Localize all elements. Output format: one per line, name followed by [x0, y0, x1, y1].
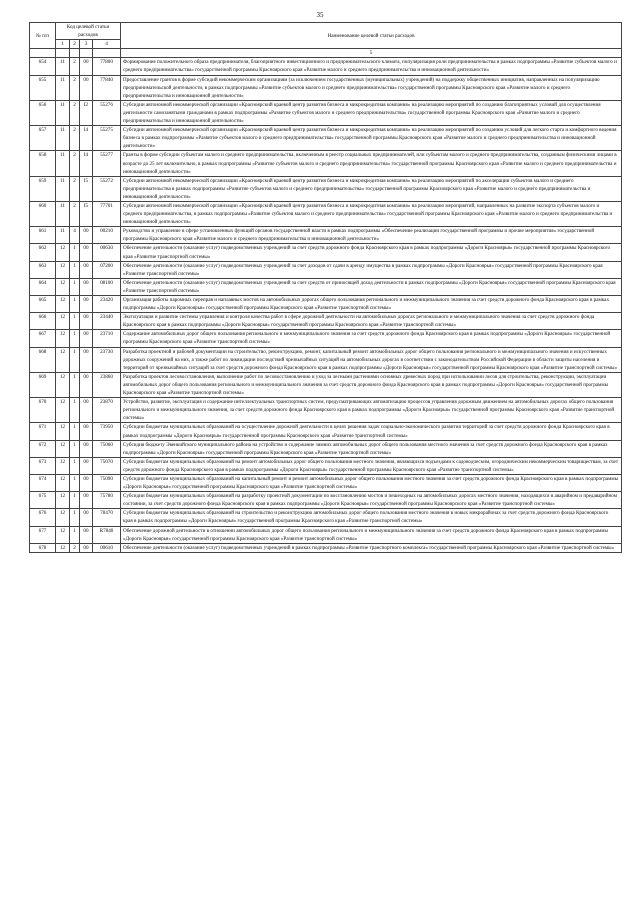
code-part-1: 12: [56, 372, 70, 397]
code-part-2: 1: [70, 244, 80, 261]
row-description: Гранты в форме субсидии субъектам малого и среднего предпринимательства, включенным в реестр социальных предпринимателей, или субъектам малого и среднего предпринимательства, созданным физическими лицами в возрасте до 25 лет включительно, в рамках подпрограммы «Развитие субъектов малого и среднего предпринимательства» государственной программы Красноярского края «Развитие малого и среднего предпринимательства и инновационной деятельности»: [121, 151, 622, 176]
code-part-3: 00: [80, 330, 93, 347]
code-part-2: 2: [70, 75, 80, 100]
row-description: Субсидии бюджетам муниципальных образований на разработку проектной документации по восстановлению мостов и пешеходных на автомобильных дорогах местного значения, находящихся в аварийном и предаварийном состоянии, за счет средств дорожного фонда Красноярского края в рамках подпрограммы «Дороги Красноярья» государственной программы Красноярского края «Развитие транспортной системы»: [121, 492, 622, 509]
row-number: 675: [30, 492, 56, 509]
row-description: Субсидия бюджету Эвенкийского муниципального района на устройство и содержание зимних автомобильных дорог общего пользования местного значения за счет средств дорожного фонда Красноярского края в рамках подпрограммы «Дороги Красноярья» государственной программы Красноярского края «Развитие транспортной системы»: [121, 440, 622, 457]
row-description: Организация работы паромных переправ и наплавных мостов на автомобильных дорогах общего пользования регионального и межмуниципального значения за счет средств дорожного фонда Красноярского края в рамках подпрограммы «Дороги Красноярья» государственной программы Красноярского края «Развитие транспортной системы»: [121, 296, 622, 313]
page-number: 35: [316, 11, 324, 19]
code-part-3: 00: [80, 398, 93, 423]
code-part-1: 12: [56, 313, 70, 330]
table-row: [30, 509, 622, 526]
code-part-2: 2: [70, 58, 80, 75]
row-number: 663: [30, 261, 56, 278]
code-part-2: 1: [70, 313, 80, 330]
col-num-3: 3: [80, 40, 93, 49]
code-part-2: 2: [70, 543, 80, 552]
code-part-4: 55277: [93, 151, 121, 176]
table-row: [30, 526, 622, 543]
code-part-3: 00: [80, 372, 93, 397]
code-part-2: 1: [70, 457, 80, 474]
table-row: [30, 313, 622, 330]
code-part-4: 75780: [93, 492, 121, 509]
table-row: [30, 201, 622, 226]
row-number: 657: [30, 126, 56, 151]
row-number: 667: [30, 330, 56, 347]
code-part-2: 1: [70, 278, 80, 295]
row-description: Разработка проектов лесовосстановления, выполнение работ по лесовосстановлению и уход за лесными растениями основных древесных пород при использовании лесов для строительства, реконструкции, эксплуатации автомобильных дорог общего пользования регионального и межмуниципального значения за счет средств дорожного фонда Красноярского края в рамках подпрограммы «Дороги Красноярья» государственной программы Красноярского края «Развитие транспортной системы»: [121, 372, 622, 397]
code-part-2: 1: [70, 330, 80, 347]
code-part-3: I5: [80, 176, 93, 201]
code-part-1: 11: [56, 176, 70, 201]
code-part-1: 12: [56, 457, 70, 474]
code-part-2: 1: [70, 296, 80, 313]
code-part-3: 00: [80, 440, 93, 457]
code-part-4: 75060: [93, 440, 121, 457]
code-part-4: 55272: [93, 176, 121, 201]
code-part-3: I4: [80, 126, 93, 151]
code-part-1: 11: [56, 126, 70, 151]
code-part-3: 00: [80, 58, 93, 75]
column-index-row: [30, 49, 622, 58]
code-part-4: 55275: [93, 126, 121, 151]
code-part-2: 2: [70, 126, 80, 151]
code-part-3: 00: [80, 278, 93, 295]
code-part-1: 11: [56, 201, 70, 226]
code-part-4: 75070: [93, 457, 121, 474]
row-description: Предоставление грантов в форме субсидий некоммерческим организациям (за исключением государственных (муниципальных) учреждений) на поддержку общественных инициатив, направленных на популяризацию предпринимательской деятельности, в рамках подпрограммы «Развитие субъектов малого и среднего предпринимательства» государственной программы Красноярского края «Развитие малого и среднего предпринимательства и инновационной деятельности»: [121, 75, 622, 100]
row-description: Субсидии бюджетам муниципальных образований на ремонт автомобильных дорог общего пользования местного значения, являющихся подъездами к садоводческим, огородническим некоммерческим товариществам, за счет средств дорожного фонда Красноярского края в рамках подпрограммы «Дороги Красноярья» государственной программы Красноярского края «Развитие транспортной системы»: [121, 457, 622, 474]
code-part-4: 23420: [93, 296, 121, 313]
table-row: [30, 296, 622, 313]
table-row: [30, 398, 622, 423]
row-number: 661: [30, 227, 56, 244]
code-part-4: 23710: [93, 330, 121, 347]
row-number: 655: [30, 75, 56, 100]
code-part-1: 12: [56, 278, 70, 295]
code-part-2: 1: [70, 423, 80, 440]
code-part-2: 1: [70, 261, 80, 278]
table-row: [30, 457, 622, 474]
code-part-2: 1: [70, 509, 80, 526]
code-part-4: 23440: [93, 313, 121, 330]
code-part-4: 78470: [93, 509, 121, 526]
code-part-4: 73950: [93, 423, 121, 440]
code-part-1: 12: [56, 296, 70, 313]
table-row: [30, 372, 622, 397]
code-part-1: 12: [56, 423, 70, 440]
table-row: [30, 244, 622, 261]
table-row: [30, 100, 622, 125]
row-description: Устройство, развитие, эксплуатация и содержание интеллектуальных транспортных систем, предусматривающих автоматизацию процессов управления дорожным движением на автомобильных дорогах общего пользования регионального и межмуниципального значения, за счет средств дорожного фонда Красноярского края в рамках подпрограммы «Дороги Красноярья» государственной программы Красноярского края «Развитие транспортной системы»: [121, 398, 622, 423]
code-part-3: 00: [80, 526, 93, 543]
col-num-2: 2: [70, 40, 80, 49]
row-description: Содержание автомобильных дорог общего пользования регионального и межмуниципального значения за счет средств дорожного фонда Красноярского края в рамках подпрограммы «Дороги Красноярья» государственной программы Красноярского края «Развитие транспортной системы»: [121, 330, 622, 347]
table-body: [30, 58, 622, 552]
code-column-header: Код целевой статьи расходов: [56, 23, 121, 40]
code-part-2: 2: [70, 176, 80, 201]
code-part-1: 12: [56, 492, 70, 509]
code-part-1: 12: [56, 244, 70, 261]
code-part-3: I2: [80, 100, 93, 125]
code-part-3: 00: [80, 457, 93, 474]
row-number: 662: [30, 244, 56, 261]
row-number: 673: [30, 457, 56, 474]
table-row: [30, 492, 622, 509]
budget-codes-table: [29, 22, 622, 553]
row-description: Обеспечение деятельности (оказание услуг) подведомственных учреждений в рамках подпрограммы «Развитие транспортного комплекса» государственной программы Красноярского края «Развитие транспортной системы»: [121, 543, 622, 552]
row-description: Субсидии автономной некоммерческой организации «Красноярский краевой центр развития бизнеса и микрокредитная компания» на реализацию мероприятий по акселерации субъектов малого и среднего предпринимательства в рамках подпрограммы «Развитие субъектов малого и среднего предпринимательства» государственной программы Красноярского края «Развитие малого и среднего предпринимательства и инновационной деятельности»: [121, 176, 622, 201]
table-row: [30, 176, 622, 201]
code-part-4: 00610: [93, 543, 121, 552]
code-part-1: 11: [56, 100, 70, 125]
row-description: Эксплуатация и развитие системы управления и контроля качества работ в сфере дорожной деятельности на автомобильных дорогах регионального и межмуниципального значения за счет средств дорожного фонда Красноярского края в рамках подпрограммы «Дороги Красноярья» государственной программы Красноярского края «Развитие транспортной системы»: [121, 313, 622, 330]
row-description: Обеспечение деятельности (оказание услуг) подведомственных учреждений за счет средств дорожного фонда Красноярского края в рамках подпрограммы «Дороги Красноярья» государственной программы Красноярского края «Развитие транспортной системы»: [121, 244, 622, 261]
table-row: [30, 347, 622, 372]
row-number: 672: [30, 440, 56, 457]
code-part-1: 11: [56, 227, 70, 244]
code-part-1: 12: [56, 543, 70, 552]
row-number: 676: [30, 509, 56, 526]
code-part-1: 12: [56, 330, 70, 347]
code-part-4: 08100: [93, 278, 121, 295]
table-row: [30, 151, 622, 176]
row-number: 671: [30, 423, 56, 440]
code-part-2: 1: [70, 347, 80, 372]
code-part-1: 12: [56, 526, 70, 543]
row-number: 660: [30, 201, 56, 226]
header-row: [30, 23, 622, 40]
code-part-4: 75090: [93, 474, 121, 491]
row-description: Формирование положительного образа предпринимателя, благоприятного инвестиционного и предпринимательского климата, популяризация роли предпринимательства в рамках подпрограммы «Развитие субъектов малого и среднего предпринимательства» государственной программы Красноярского края «Развитие малого и среднего предпринимательства и инновационной деятельности»: [121, 58, 622, 75]
row-description: Субсидии автономной некоммерческой организации «Красноярский краевой центр развития бизнеса и микрокредитная компания» на реализацию мероприятий по созданию условий для легкого старта и комфортного ведения бизнеса в рамках подпрограммы «Развитие субъектов малого и среднего предпринимательства» государственной программы Красноярского края «Развитие малого и среднего предпринимательства и инновационной деятельности»: [121, 126, 622, 151]
code-part-2: 1: [70, 526, 80, 543]
code-part-4: 23860: [93, 372, 121, 397]
code-part-3: I5: [80, 201, 93, 226]
row-number: 674: [30, 474, 56, 491]
table-row: [30, 261, 622, 278]
code-part-2: 2: [70, 201, 80, 226]
code-part-4: 77800: [93, 58, 121, 75]
row-number: 665: [30, 296, 56, 313]
col-num-4: 4: [93, 40, 121, 49]
row-description: Обеспечение деятельности (оказание услуг) подведомственных учреждений за счет средств от приносящей доход деятельности в рамках подпрограммы «Дороги Красноярья» государственной программы Красноярского края «Развитие транспортной системы»: [121, 278, 622, 295]
row-description: Субсидии бюджетам муниципальных образований на капитальный ремонт и ремонт автомобильных дорог общего пользования местного значения за счет средств дорожного фонда Красноярского края в рамках подпрограммы «Дороги Красноярья» государственной программы Красноярского края «Развитие транспортной системы»: [121, 474, 622, 491]
code-part-4: 00210: [93, 227, 121, 244]
code-part-1: 11: [56, 58, 70, 75]
code-part-3: 00: [80, 543, 93, 552]
code-part-1: 11: [56, 75, 70, 100]
code-part-2: 1: [70, 474, 80, 491]
row-description: Обеспечение деятельности (оказание услуг) подведомственных учреждений за счет доходов от сдачи в аренду имущества в рамках подпрограммы «Дороги Красноярья» государственной программы Красноярского края «Развитие транспортной системы»: [121, 261, 622, 278]
row-number: 664: [30, 278, 56, 295]
code-part-4: 23730: [93, 347, 121, 372]
table-row: [30, 75, 622, 100]
table-row: [30, 330, 622, 347]
table-row: [30, 440, 622, 457]
table-row: [30, 474, 622, 491]
code-part-1: 11: [56, 151, 70, 176]
code-part-1: 12: [56, 261, 70, 278]
code-part-4: R7840: [93, 526, 121, 543]
code-part-2: 4: [70, 227, 80, 244]
row-number: 656: [30, 100, 56, 125]
code-part-1: 12: [56, 509, 70, 526]
code-part-2: 2: [70, 100, 80, 125]
code-part-1: 12: [56, 347, 70, 372]
code-part-2: 1: [70, 372, 80, 397]
row-number: 658: [30, 151, 56, 176]
code-part-2: 2: [70, 151, 80, 176]
name-column-header: Наименование целевой статьи расходов: [121, 23, 622, 49]
table-row: [30, 543, 622, 552]
row-number: 654: [30, 58, 56, 75]
code-part-4: 77840: [93, 75, 121, 100]
code-part-4: 23870: [93, 398, 121, 423]
row-number: 666: [30, 313, 56, 330]
row-description: Субсидии бюджетам муниципальных образований на строительство и реконструкцию автомобильных дорог общего пользования местного значения в новых микрорайонах за счет средств дорожного фонда Красноярского края в рамках подпрограммы «Дороги Красноярья» государственной программы Красноярского края «Развитие транспортной системы»: [121, 509, 622, 526]
row-description: Субсидии автономной некоммерческой организации «Красноярский краевой центр развития бизнеса и микрокредитная компания» на реализацию мероприятий по созданию благоприятных условий для осуществления деятельности самозанятыми гражданами в рамках подпрограммы «Развитие субъектов малого и среднего предпринимательства» государственной программы Красноярского края «Развитие малого и среднего предпринимательства и инновационной деятельности»: [121, 100, 622, 125]
row-number: 668: [30, 347, 56, 372]
col-num-5: 5: [121, 49, 622, 58]
code-part-3: 00: [80, 423, 93, 440]
code-part-3: 00: [80, 509, 93, 526]
code-part-2: 1: [70, 492, 80, 509]
row-description: Субсидии бюджетам муниципальных образований на осуществление дорожной деятельности в целях решения задач социально-экономического развития территорий за счет средств дорожного фонда Красноярского края в рамках подпрограммы «Дороги Красноярья» государственной программы Красноярского края «Развитие транспортной системы»: [121, 423, 622, 440]
code-part-4: 55276: [93, 100, 121, 125]
table-row: [30, 423, 622, 440]
code-part-3: 00: [80, 75, 93, 100]
code-part-3: 00: [80, 296, 93, 313]
code-part-1: 12: [56, 474, 70, 491]
row-description: Руководство и управление в сфере установленных функций органов государственной власти в рамках подпрограммы «Обеспечение реализации государственной программы и прочие мероприятия» государственной программы Красноярского края «Развитие малого и среднего предпринимательства и инновационной деятельности»: [121, 227, 622, 244]
row-number: 678: [30, 543, 56, 552]
code-part-3: 00: [80, 474, 93, 491]
num-column-header: № п/п: [30, 23, 56, 49]
row-description: Разработка проектной и рабочей документации на строительство, реконструкцию, ремонт, капитальный ремонт автомобильных дорог общего пользования регионального и межмуниципального значения и искусственных дорожных сооружений на них, а также работ по ликвидации последствий чрезвычайных ситуаций на автомобильных дорогах в соответствии с законодательством Российской Федерации в области защиты населения и территорий от чрезвычайных ситуаций за счет средств дорожного фонда Красноярского края в рамках подпрограммы «Дороги Красноярья» государственной программы Красноярского края «Развитие транспортной системы»: [121, 347, 622, 372]
code-part-3: 00: [80, 492, 93, 509]
code-part-4: 77701: [93, 201, 121, 226]
code-part-3: 00: [80, 313, 93, 330]
row-number: 659: [30, 176, 56, 201]
row-number: 669: [30, 372, 56, 397]
code-part-2: 1: [70, 398, 80, 423]
code-part-3: I4: [80, 151, 93, 176]
code-part-3: 00: [80, 227, 93, 244]
code-part-4: 00630: [93, 244, 121, 261]
code-part-3: 00: [80, 347, 93, 372]
row-number: 670: [30, 398, 56, 423]
col-num-1: 1: [56, 40, 70, 49]
code-part-2: 1: [70, 440, 80, 457]
code-part-4: 07200: [93, 261, 121, 278]
table-row: [30, 58, 622, 75]
code-part-3: 00: [80, 261, 93, 278]
row-description: Обеспечение дорожной деятельности в отношении автомобильных дорог общего пользования регионального и межмуниципального значения за счет средств дорожного фонда Красноярского края в рамках подпрограммы «Дороги Красноярья» государственной программы Красноярского края «Развитие транспортной системы»: [121, 526, 622, 543]
table-row: [30, 126, 622, 151]
code-part-1: 12: [56, 398, 70, 423]
row-description: Субсидии автономной некоммерческой организации «Красноярский краевой центр развития бизнеса и микрокредитная компания» на реализацию мероприятий, направленных на развитие экспорта субъектов малого и среднего предпринимательства, в рамках подпрограммы «Развитие субъектов малого и среднего предпринимательства» государственной программы Красноярского края «Развитие малого и среднего предпринимательства и инновационной деятельности»: [121, 201, 622, 226]
code-part-1: 12: [56, 440, 70, 457]
row-number: 677: [30, 526, 56, 543]
table-row: [30, 227, 622, 244]
code-part-3: 00: [80, 244, 93, 261]
table-row: [30, 278, 622, 295]
